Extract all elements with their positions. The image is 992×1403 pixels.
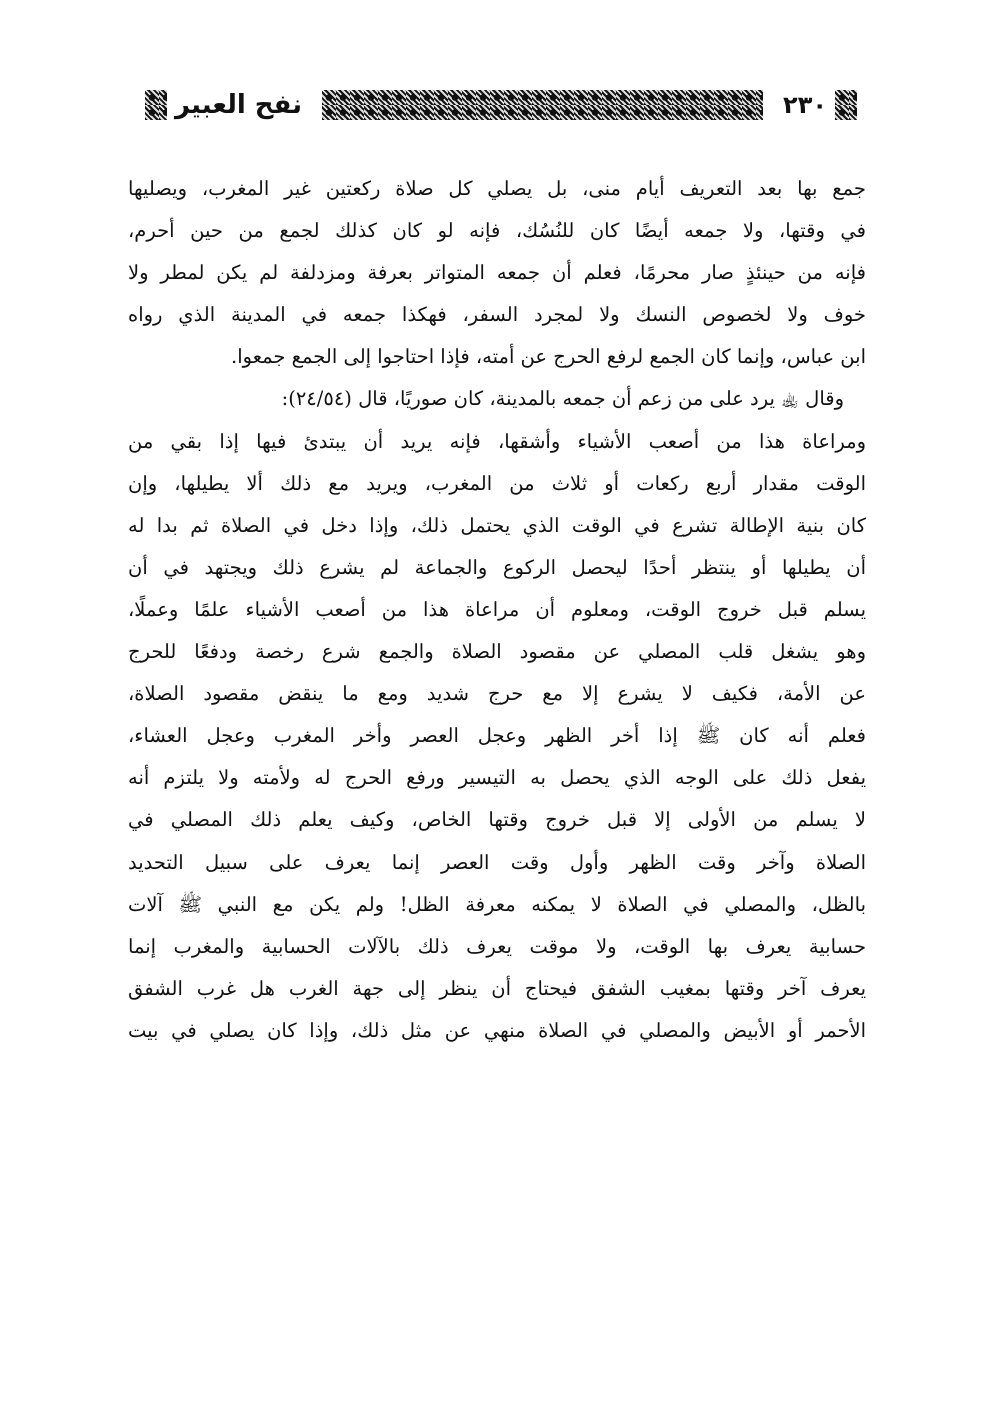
text-line: ومراعاة هذا من أصعب الأشياء وأشقها، فإنه يريد أن يبتدئ فيها إذا بقي من (128, 429, 866, 453)
text-line: وقال ﵀ يرد على من زعم أن جمعه بالمدينة، كان صوريًا، قال (٢٤/٥٤): (281, 387, 844, 411)
text-line: كان بنية الإطالة تشرع في الوقت الذي يحتمل ذلك، وإذا دخل في الصلاة ثم بدا له (128, 513, 866, 537)
text-line: يعرف آخر وقتها بمغيب الشفق فيحتاج أن ينظر إلى جهة الغرب هل غرب الشفق (128, 976, 866, 1000)
text-line: الوقت مقدار أربع ركعات أو ثلاث من المغرب، ويريد مع ذلك ألا يطيلها، وإن (128, 471, 866, 495)
ornament-right (835, 90, 857, 120)
text-line: جمع بها بعد التعريف أيام منى، بل يصلي كل صلاة ركعتين غير المغرب، ويصليها (128, 177, 866, 200)
text-line: ابن عباس، وإنما كان الجمع لرفع الحرج عن أمته، فإذا احتاجوا إلى الجمع جمعوا. (231, 345, 866, 369)
text-line: حسابية يعرف بها الوقت، ولا موقت يعرف ذلك بالآلات الحسابية والمغرب إنما (128, 934, 866, 958)
text-line: عن الأمة، فكيف لا يشرع إلا مع حرج شديد ومع ما ينقض مقصود الصلاة، (128, 682, 866, 706)
page-body (128, 168, 866, 1052)
text-line: في وقتها، ولا جمعه أيضًا كان للنُسُك، فإنه لو كان كذلك لجمع من حين أحرم، (128, 219, 866, 243)
text-line: الصلاة وآخر وقت الظهر وأول وقت العصر إنما يعرف على سبيل التحديد (128, 850, 866, 874)
text-line: الأحمر أو الأبيض والمصلي في الصلاة منهي عن مثل ذلك، وإذا كان يصلي في بيت (128, 1018, 866, 1042)
text-line: يفعل ذلك على الوجه الذي يحصل به التيسير ورفع الحرج له ولأمته ولا يلتزم أنه (128, 766, 866, 790)
book-title: نفح العبير (175, 90, 303, 120)
text-line: فإنه من حينئذٍ صار محرمًا، فعلم أن جمعه المتواتر بعرفة ومزدلفة لم يكن لمطر ولا (128, 261, 866, 285)
text-line: وهو يشغل قلب المصلي عن مقصود الصلاة والجمع شرع رخصة ودفعًا للحرج (128, 640, 866, 664)
text-line: لا يسلم من الأولى إلا قبل خروج وقتها الخاص، وكيف يعلم ذلك المصلي في (128, 808, 866, 832)
text-line: فعلم أنه كان ﷺ إذا أخر الظهر وعجل العصر وأخر المغرب وعجل العشاء، (128, 724, 866, 748)
ornament-band (322, 90, 763, 120)
text-line: بالظل، والمصلي في الصلاة لا يمكنه معرفة الظل! ولم يكن مع النبي ﷺ آلات (128, 892, 866, 916)
text-line: خوف ولا لخصوص النسك ولا لمجرد السفر، فهكذا جمعه في المدينة الذي رواه (128, 303, 866, 327)
text-line: يسلم قبل خروج الوقت، ومعلوم أن مراعاة هذا من أصعب الأشياء علمًا وعملًا، (128, 597, 866, 621)
text-line: أن يطيلها أو ينتظر أحدًا ليحصل الركوع والجماعة لم يشرع ذلك ويجتهد في أن (128, 555, 866, 579)
page-number: ٢٣٠ (783, 91, 827, 119)
ornament-left (145, 90, 167, 120)
page-header (145, 86, 857, 124)
